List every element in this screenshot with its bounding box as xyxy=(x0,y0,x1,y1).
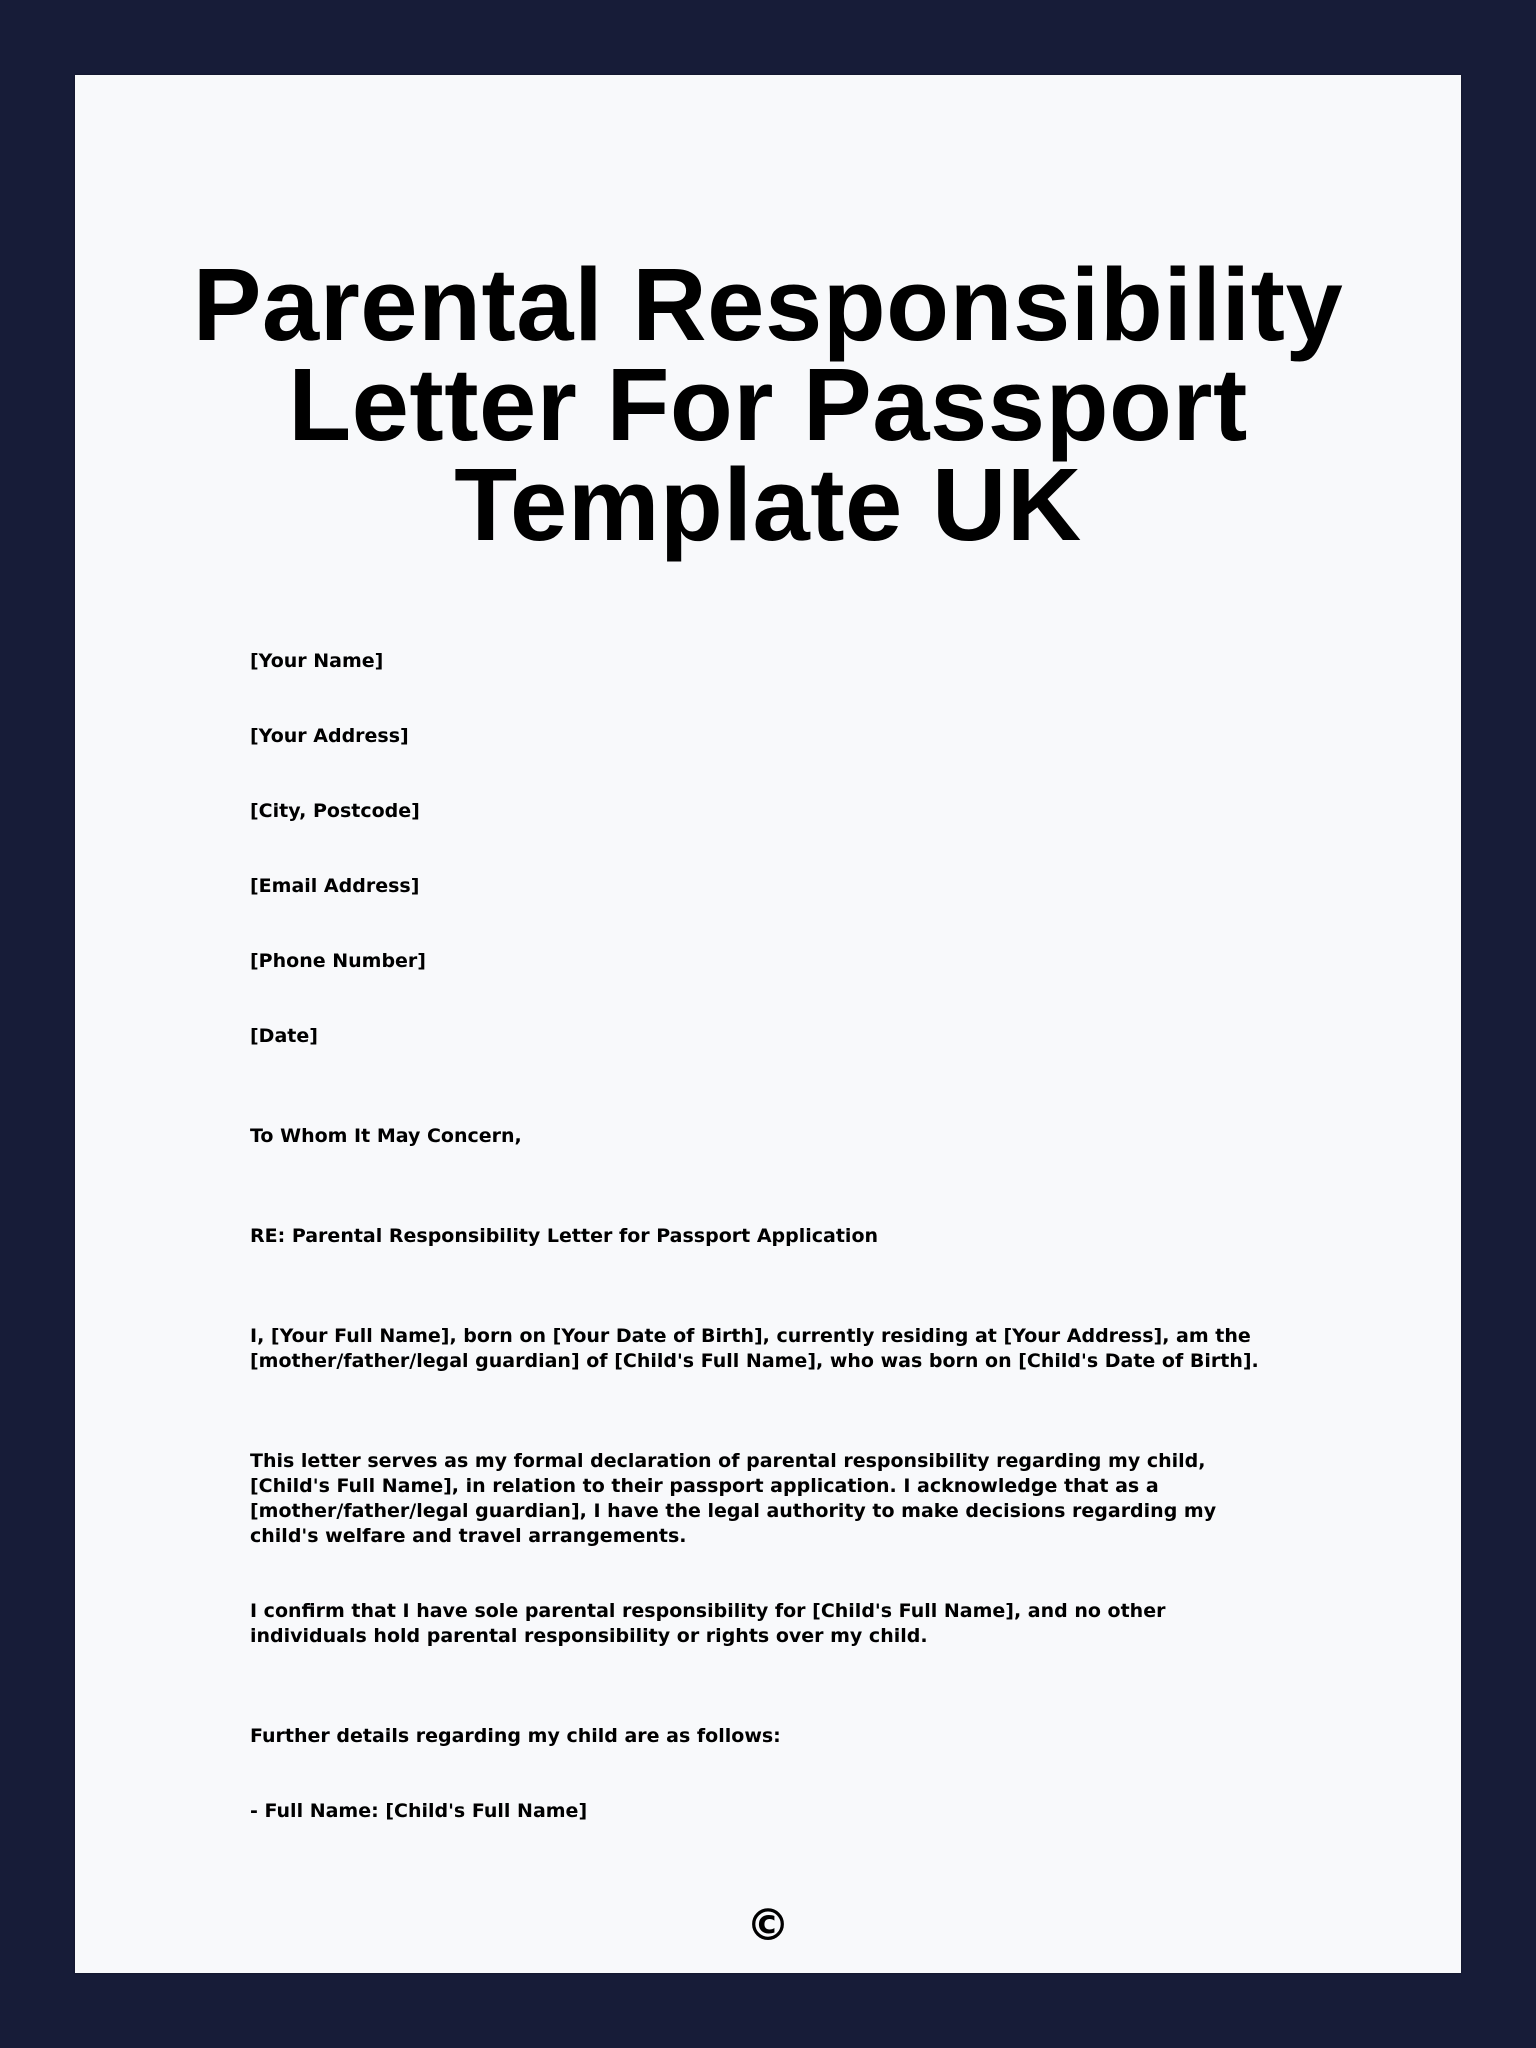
copyright-icon: © xyxy=(746,1900,790,1951)
letter-date: [Date] xyxy=(250,1025,318,1047)
sender-email: [Email Address] xyxy=(250,875,420,897)
details-intro: Further details regarding my child are as follows: xyxy=(250,1725,781,1747)
sender-city-postcode: [City, Postcode] xyxy=(250,800,420,822)
salutation: To Whom It May Concern, xyxy=(250,1125,522,1147)
detail-full-name: - Full Name: [Child's Full Name] xyxy=(250,1800,588,1822)
paragraph-declaration: This letter serves as my formal declaration of parental responsibility regarding my child, [Child's Full Name], in relation to their passport application. I acknowledge that as a [mother/father/legal guardian], I have the legal authority to make decisions regarding my child's welfare and travel arrangements. xyxy=(250,1450,1217,1547)
document-page xyxy=(75,75,1461,1973)
document-title: Parental Responsibility Letter For Passport Template UK xyxy=(192,247,1344,562)
paragraph-confirmation: I confirm that I have sole parental responsibility for [Child's Full Name], and no other individuals hold parental responsibility or rights over my child. xyxy=(250,1600,1166,1647)
sender-name: [Your Name] xyxy=(250,650,384,672)
subject-line: RE: Parental Responsibility Letter for Passport Application xyxy=(250,1225,879,1247)
paragraph-identity: I, [Your Full Name], born on [Your Date of Birth], currently residing at [Your Address], am the [mother/father/legal guardian] of [Child's Full Name], who was born on [Child's Date of Birth]. xyxy=(250,1325,1259,1372)
sender-phone: [Phone Number] xyxy=(250,950,426,972)
sender-address: [Your Address] xyxy=(250,725,409,747)
